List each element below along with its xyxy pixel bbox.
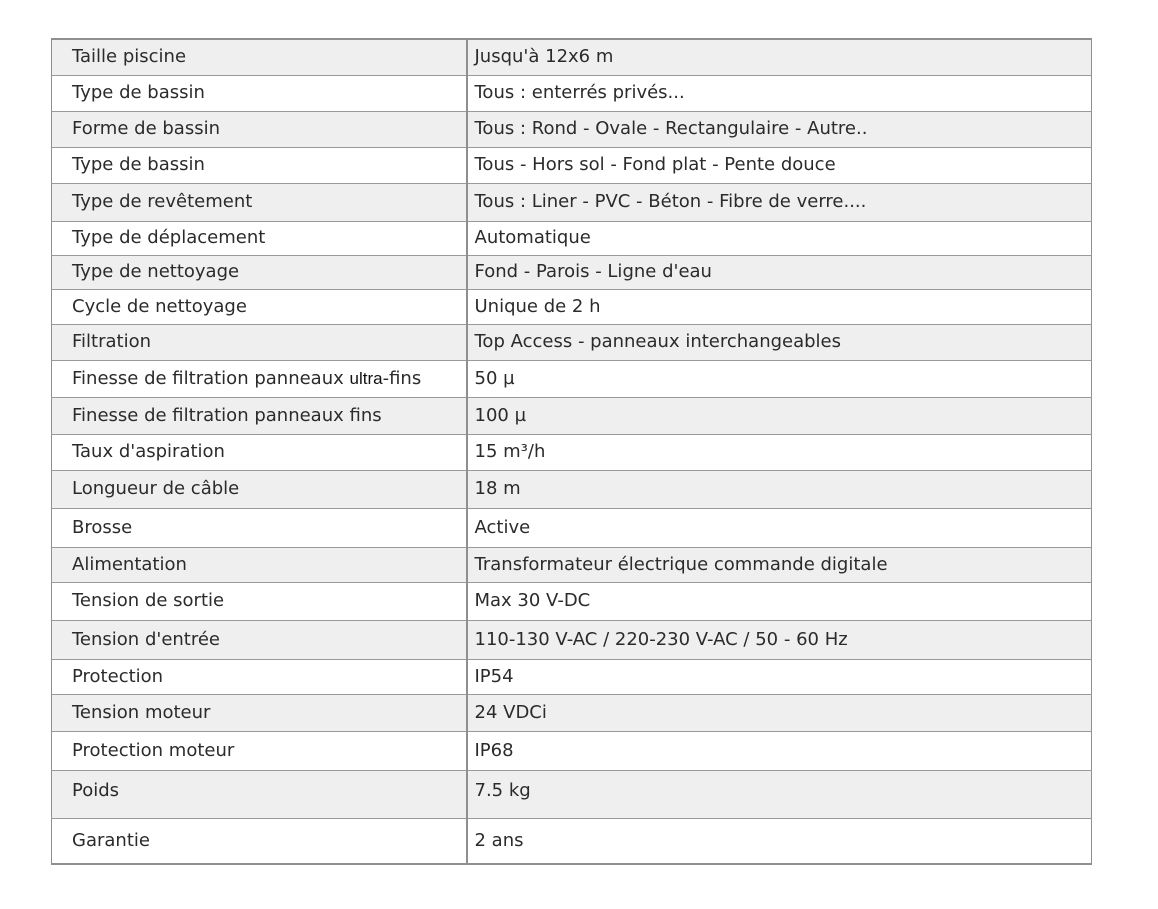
table-row	[52, 620, 1092, 659]
table-row	[52, 324, 1092, 360]
spec-label: Protection	[52, 659, 467, 694]
spec-label: Brosse	[52, 508, 467, 547]
spec-value: Tous - Hors sol - Fond plat - Pente douce	[467, 147, 1092, 183]
spec-value: 2 ans	[467, 818, 1092, 864]
spec-label: Finesse de filtration panneaux fins	[52, 397, 467, 434]
spec-label: Type de revêtement	[52, 183, 467, 221]
table-row	[52, 582, 1092, 620]
table-row	[52, 255, 1092, 289]
spec-label: Longueur de câble	[52, 470, 467, 508]
spec-value: 15 m³/h	[467, 434, 1092, 470]
table-row	[52, 434, 1092, 470]
spec-value: Active	[467, 508, 1092, 547]
spec-label: Type de déplacement	[52, 221, 467, 255]
table-row	[52, 39, 1092, 75]
spec-label: Type de bassin	[52, 147, 467, 183]
table-row	[52, 221, 1092, 255]
table-row	[52, 470, 1092, 508]
table-row	[52, 508, 1092, 547]
table-row	[52, 818, 1092, 864]
spec-label: Garantie	[52, 818, 467, 864]
spec-label-ultra: ultra	[349, 368, 383, 388]
spec-value: Tous : Rond - Ovale - Rectangulaire - Autre..	[467, 111, 1092, 147]
spec-value: 24 VDCi	[467, 694, 1092, 731]
spec-table-body	[52, 39, 1092, 864]
spec-value: Unique de 2 h	[467, 289, 1092, 324]
table-row	[52, 694, 1092, 731]
spec-label: Poids	[52, 770, 467, 818]
spec-value: Tous : Liner - PVC - Béton - Fibre de verre....	[467, 183, 1092, 221]
spec-value: Top Access - panneaux interchangeables	[467, 324, 1092, 360]
spec-value: 100 µ	[467, 397, 1092, 434]
spec-value: 18 m	[467, 470, 1092, 508]
table-row	[52, 289, 1092, 324]
spec-label: Alimentation	[52, 547, 467, 582]
spec-label: Type de nettoyage	[52, 255, 467, 289]
spec-value: Tous : enterrés privés...	[467, 75, 1092, 111]
spec-label	[52, 360, 467, 397]
spec-value: IP68	[467, 731, 1092, 770]
table-row	[52, 731, 1092, 770]
table-row	[52, 183, 1092, 221]
table-row	[52, 111, 1092, 147]
table-row	[52, 147, 1092, 183]
spec-value: Fond - Parois - Ligne d'eau	[467, 255, 1092, 289]
spec-value: IP54	[467, 659, 1092, 694]
spec-value: Automatique	[467, 221, 1092, 255]
table-row	[52, 397, 1092, 434]
spec-value: Transformateur électrique commande digitale	[467, 547, 1092, 582]
table-row	[52, 659, 1092, 694]
spec-value: 50 µ	[467, 360, 1092, 397]
table-row	[52, 547, 1092, 582]
spec-label: Taux d'aspiration	[52, 434, 467, 470]
spec-label: Tension moteur	[52, 694, 467, 731]
spec-label: Type de bassin	[52, 75, 467, 111]
spec-label: Taille piscine	[52, 39, 467, 75]
table-row	[52, 360, 1092, 397]
spec-value: 110-130 V-AC / 220-230 V-AC / 50 - 60 Hz	[467, 620, 1092, 659]
spec-label: Tension d'entrée	[52, 620, 467, 659]
spec-label: Tension de sortie	[52, 582, 467, 620]
spec-label: Filtration	[52, 324, 467, 360]
spec-value: Max 30 V-DC	[467, 582, 1092, 620]
spec-label: Forme de bassin	[52, 111, 467, 147]
table-row	[52, 75, 1092, 111]
spec-label: Cycle de nettoyage	[52, 289, 467, 324]
spec-label: Protection moteur	[52, 731, 467, 770]
spec-value: Jusqu'à 12x6 m	[467, 39, 1092, 75]
spec-label-prefix: Finesse de filtration panneaux	[72, 367, 350, 389]
spec-label-suffix: -fins	[382, 367, 422, 389]
spec-table	[51, 38, 1092, 865]
spec-value: 7.5 kg	[467, 770, 1092, 818]
table-row	[52, 770, 1092, 818]
